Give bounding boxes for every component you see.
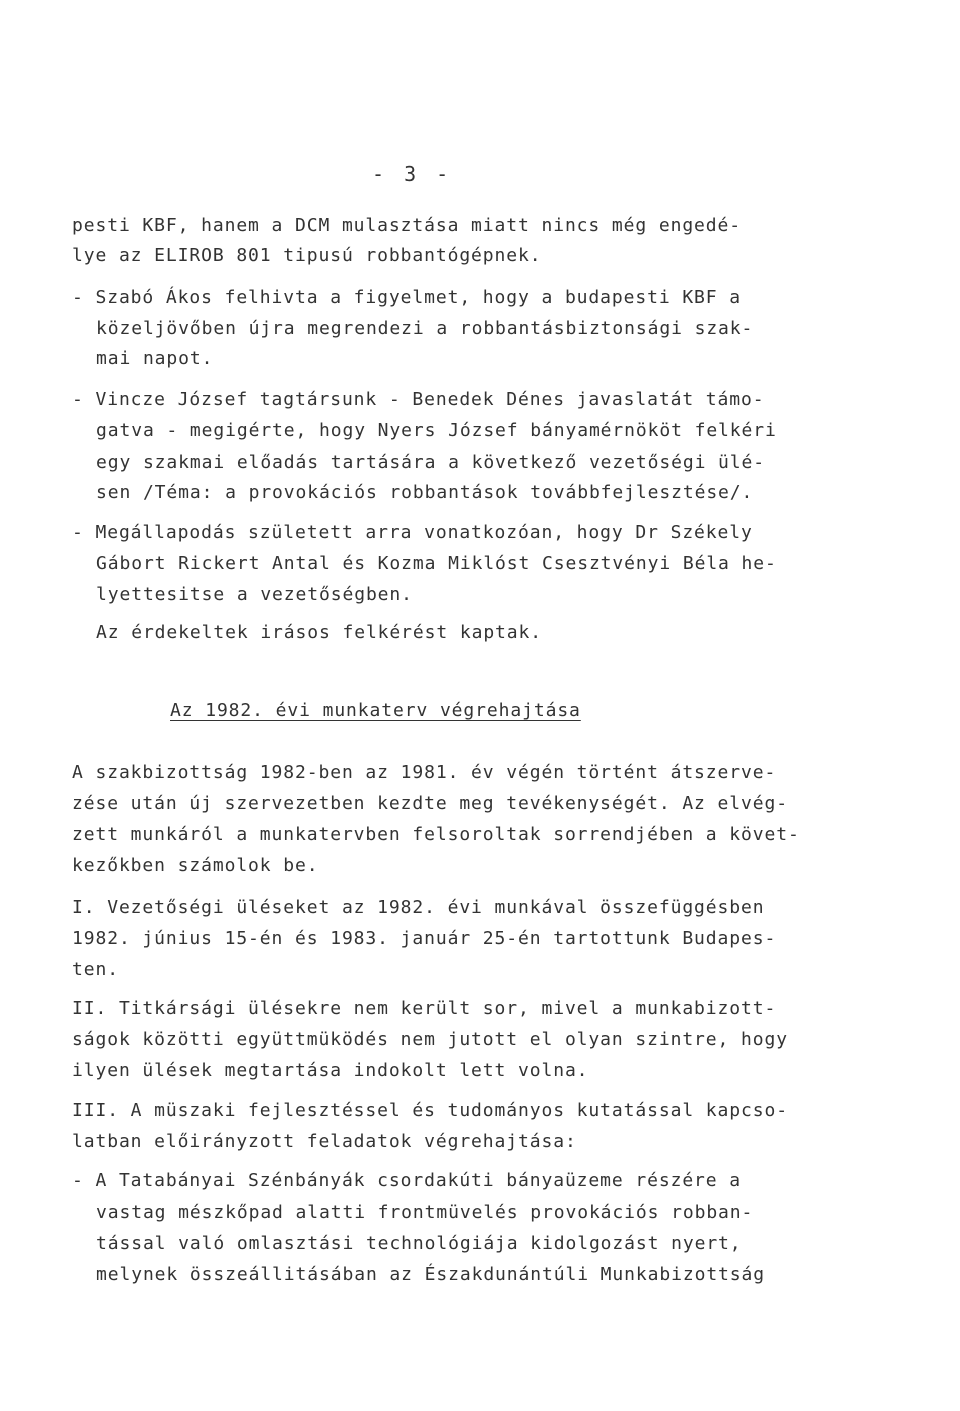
- text-line: ságok közötti együttmüködés nem jutott el olyan szintre, hogy: [72, 1029, 788, 1050]
- text-line: melynek összeállitásában az Északdunántúli Munkabizottság: [96, 1264, 766, 1285]
- text-line: - Vincze József tagtársunk - Benedek Dénes javaslatát támo-: [72, 389, 765, 410]
- text-line: III. A müszaki fejlesztéssel és tudományos kutatással kapcso-: [72, 1100, 788, 1121]
- text-line: vastag mészkőpad alatti frontmüvelés provokációs robban-: [96, 1202, 754, 1223]
- text-line: lyettesitse a vezetőségben.: [96, 584, 413, 605]
- text-line: - Megállapodás született arra vonatkozóan, hogy Dr Székely: [72, 522, 753, 543]
- text-line: egy szakmai előadás tartására a következő vezetőségi ülé-: [96, 452, 766, 473]
- text-line: ilyen ülések megtartása indokolt lett volna.: [72, 1060, 589, 1081]
- page-number: - 3 -: [372, 162, 453, 186]
- text-line: latban előirányzott feladatok végrehajtása:: [72, 1131, 577, 1152]
- text-line: közeljövőben újra megrendezi a robbantásbiztonsági szak-: [96, 318, 754, 339]
- text-line: gatva - megigérte, hogy Nyers József bányamérnököt felkéri: [96, 420, 777, 441]
- text-line: - A Tatabányai Szénbányák csordakúti bányaüzeme részére a: [72, 1170, 742, 1191]
- text-line: 1982. június 15-én és 1983. január 25-én tartottunk Budapes-: [72, 928, 777, 949]
- text-line: lye az ELIROB 801 tipusú robbantógépnek.: [72, 245, 542, 266]
- text-line: zése után új szervezetben kezdte meg tevékenységét. Az elvég-: [72, 793, 788, 814]
- text-line: mai napot.: [96, 348, 214, 369]
- text-line: I. Vezetőségi üléseket az 1982. évi munkával összefüggésben: [72, 897, 765, 918]
- text-line: zett munkáról a munkatervben felsoroltak sorrendjében a követ-: [72, 824, 800, 845]
- text-line: kezőkben számolok be.: [72, 855, 319, 876]
- text-line: ten.: [72, 959, 119, 980]
- text-line: - Szabó Ákos felhivta a figyelmet, hogy a budapesti KBF a: [72, 287, 742, 308]
- text-line: tással való omlasztási technológiája kidolgozást nyert,: [96, 1233, 742, 1254]
- text-line: II. Titkársági ülésekre nem került sor, mivel a munkabizott-: [72, 998, 777, 1019]
- text-line: sen /Téma: a provokációs robbantások továbbfejlesztése/.: [96, 482, 754, 503]
- text-line: Gábort Rickert Antal és Kozma Miklóst Csesztvényi Béla he-: [96, 553, 777, 574]
- text-line: Az érdekeltek irásos felkérést kaptak.: [96, 622, 543, 643]
- section-heading: Az 1982. évi munkaterv végrehajtása: [170, 700, 581, 721]
- text-line: A szakbizottság 1982-ben az 1981. év végén történt átszerve-: [72, 762, 777, 783]
- text-line: pesti KBF, hanem a DCM mulasztása miatt nincs még engedé-: [72, 215, 742, 236]
